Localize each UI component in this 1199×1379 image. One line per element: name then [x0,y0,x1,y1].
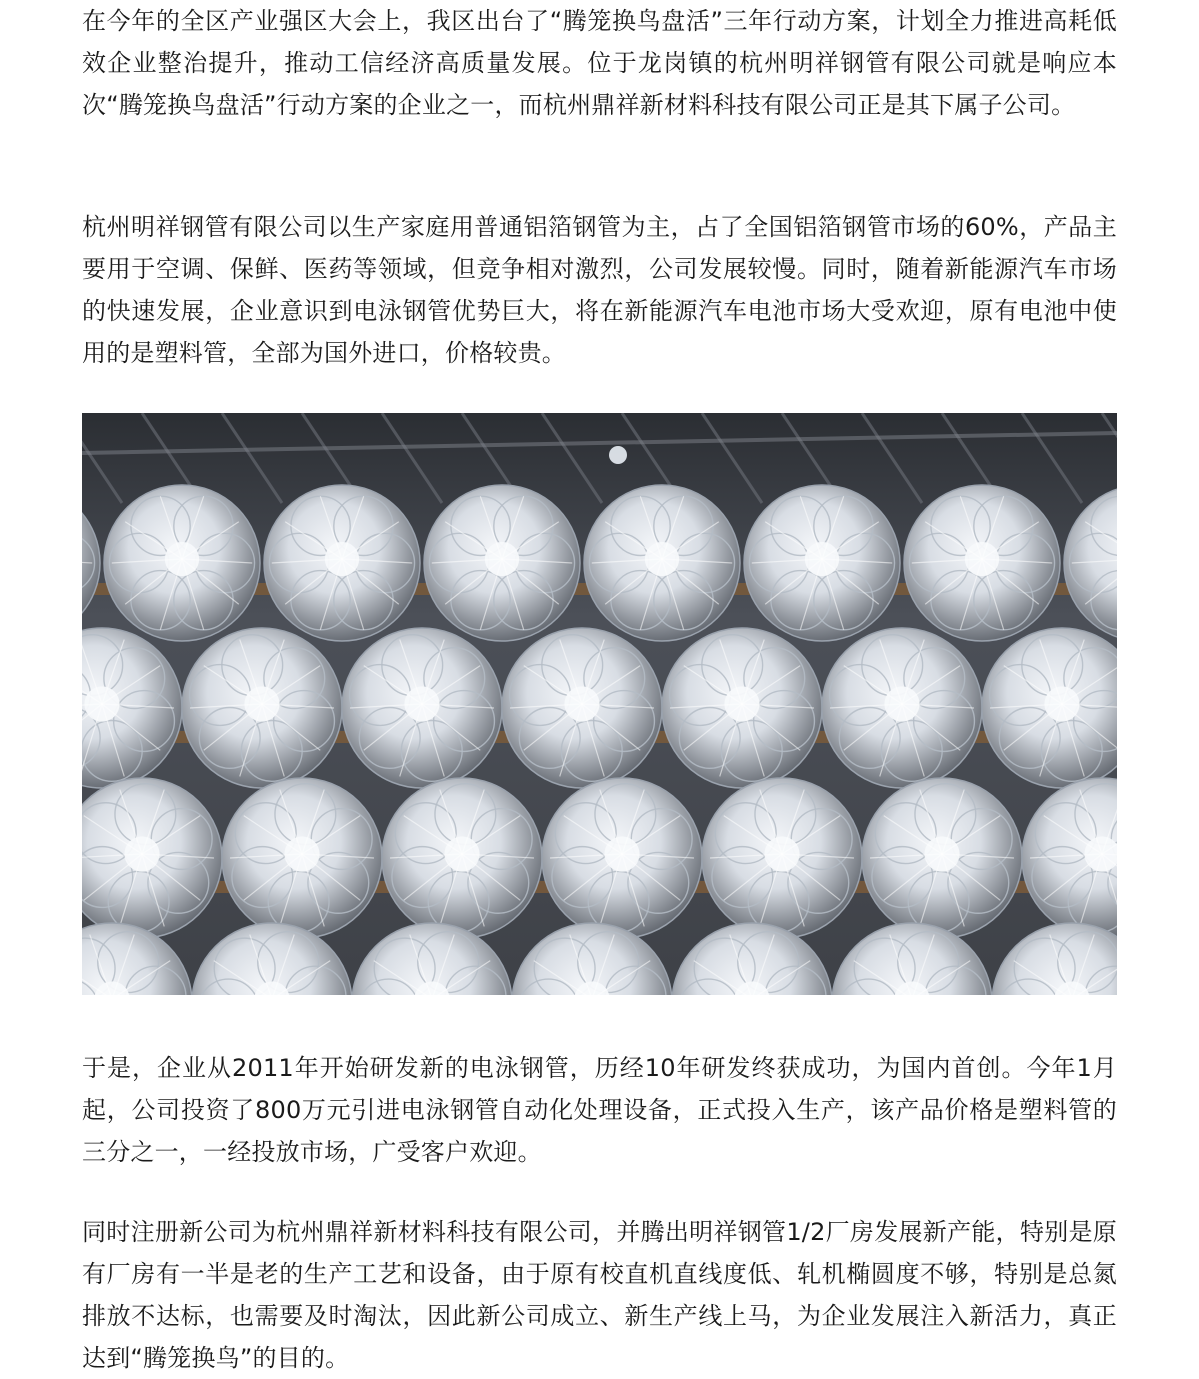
paragraph-2: 杭州明祥钢管有限公司以生产家庭用普通铝箔钢管为主，占了全国铝箔钢管市场的60%，产品主要用于空调、保鲜、医药等领域，但竞争相对激烈，公司发展较慢。同时，随着新能源汽车市场的快速发展，企业意识到电泳钢管优势巨大，将在新能源汽车电池市场大受欢迎，原有电池中使用的是塑料管，全部为国外进口，价格较贵。 [82,213,1117,367]
paragraph-1: 在今年的全区产业强区大会上，我区出台了“腾笼换鸟盘活”三年行动方案，计划全力推进高耗低效企业整治提升，推动工信经济高质量发展。位于龙岗镇的杭州明祥钢管有限公司就是响应本次“腾笼换鸟盘活”行动方案的企业之一，而杭州鼎祥新材料科技有限公司正是其下属子公司。 [82,7,1117,119]
article-photo [82,413,1117,995]
paragraph-3: 于是，企业从2011年开始研发新的电泳钢管，历经10年研发终获成功，为国内首创。今年1月起，公司投资了800万元引进电泳钢管自动化处理设备，正式投入生产，该产品价格是塑料管的三分之一，一经投放市场，广受客户欢迎。 [82,1054,1117,1166]
steel-pipe-bundles-image [82,413,1117,995]
paragraph-4: 同时注册新公司为杭州鼎祥新材料科技有限公司，并腾出明祥钢管1/2厂房发展新产能，特别是原有厂房有一半是老的生产工艺和设备，由于原有校直机直线度低、轧机椭圆度不够，特别是总氮排放不达标，也需要及时淘汰，因此新公司成立、新生产线上马，为企业发展注入新活力，真正达到“腾笼换鸟”的目的。 [82,1218,1117,1372]
